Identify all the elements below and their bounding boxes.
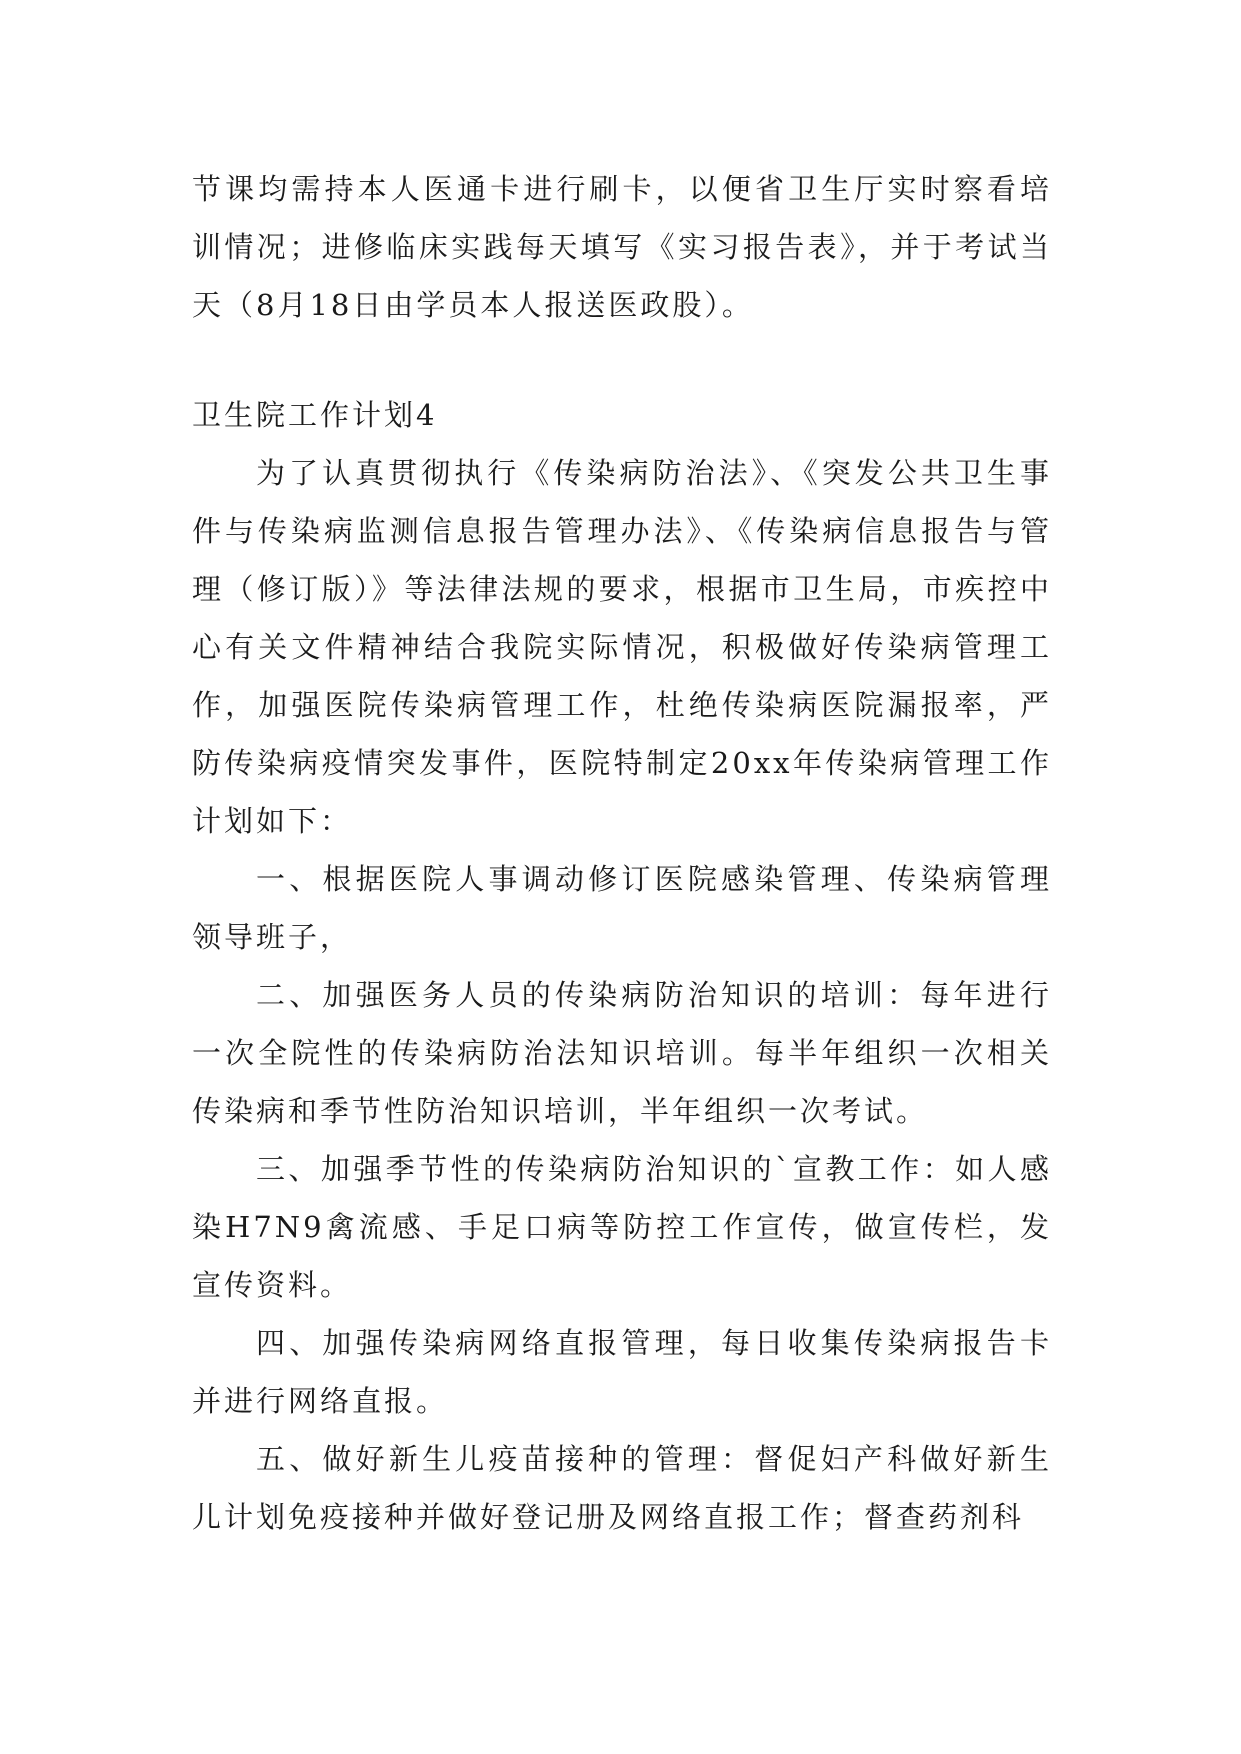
paragraph-item-2: 二、加强医务人员的传染病防治知识的培训：每年进行一次全院性的传染病防治法知识培训。每半年组织一次相关传染病和季节性防治知识培训，半年组织一次考试。 (192, 978, 1052, 1128)
paragraph-item-1: 一、根据医院人事调动修订医院感染管理、传染病管理领导班子， (192, 862, 1052, 954)
document-body (192, 160, 1052, 1546)
intro-paragraph: 节课均需持本人医通卡进行刷卡，以便省卫生厅实时察看培训情况；进修临床实践每天填写《实习报告表》，并于考试当天（8月18日由学员本人报送医政股）。 (192, 172, 1052, 322)
paragraph-item-5: 五、做好新生儿疫苗接种的管理：督促妇产科做好新生儿计划免疫接种并做好登记册及网络直报工作；督查药剂科 (192, 1442, 1052, 1534)
paragraph-item-4: 四、加强传染病网络直报管理，每日收集传染病报告卡并进行网络直报。 (192, 1326, 1052, 1418)
paragraph-preamble: 为了认真贯彻执行《传染病防治法》、《突发公共卫生事件与传染病监测信息报告管理办法》、《传染病信息报告与管理（修订版）》等法律法规的要求，根据市卫生局，市疾控中心有关文件精神结合我院实际情况，积极做好传染病管理工作，加强医院传染病管理工作，杜绝传染病医院漏报率，严防传染病疫情突发事件，医院特制定20xx年传染病管理工作计划如下： (192, 456, 1052, 838)
paragraph-item-3: 三、加强季节性的传染病防治知识的`宣教工作：如人感染H7N9禽流感、手足口病等防控工作宣传，做宣传栏，发宣传资料。 (192, 1152, 1052, 1302)
section-title: 卫生院工作计划4 (192, 398, 438, 432)
